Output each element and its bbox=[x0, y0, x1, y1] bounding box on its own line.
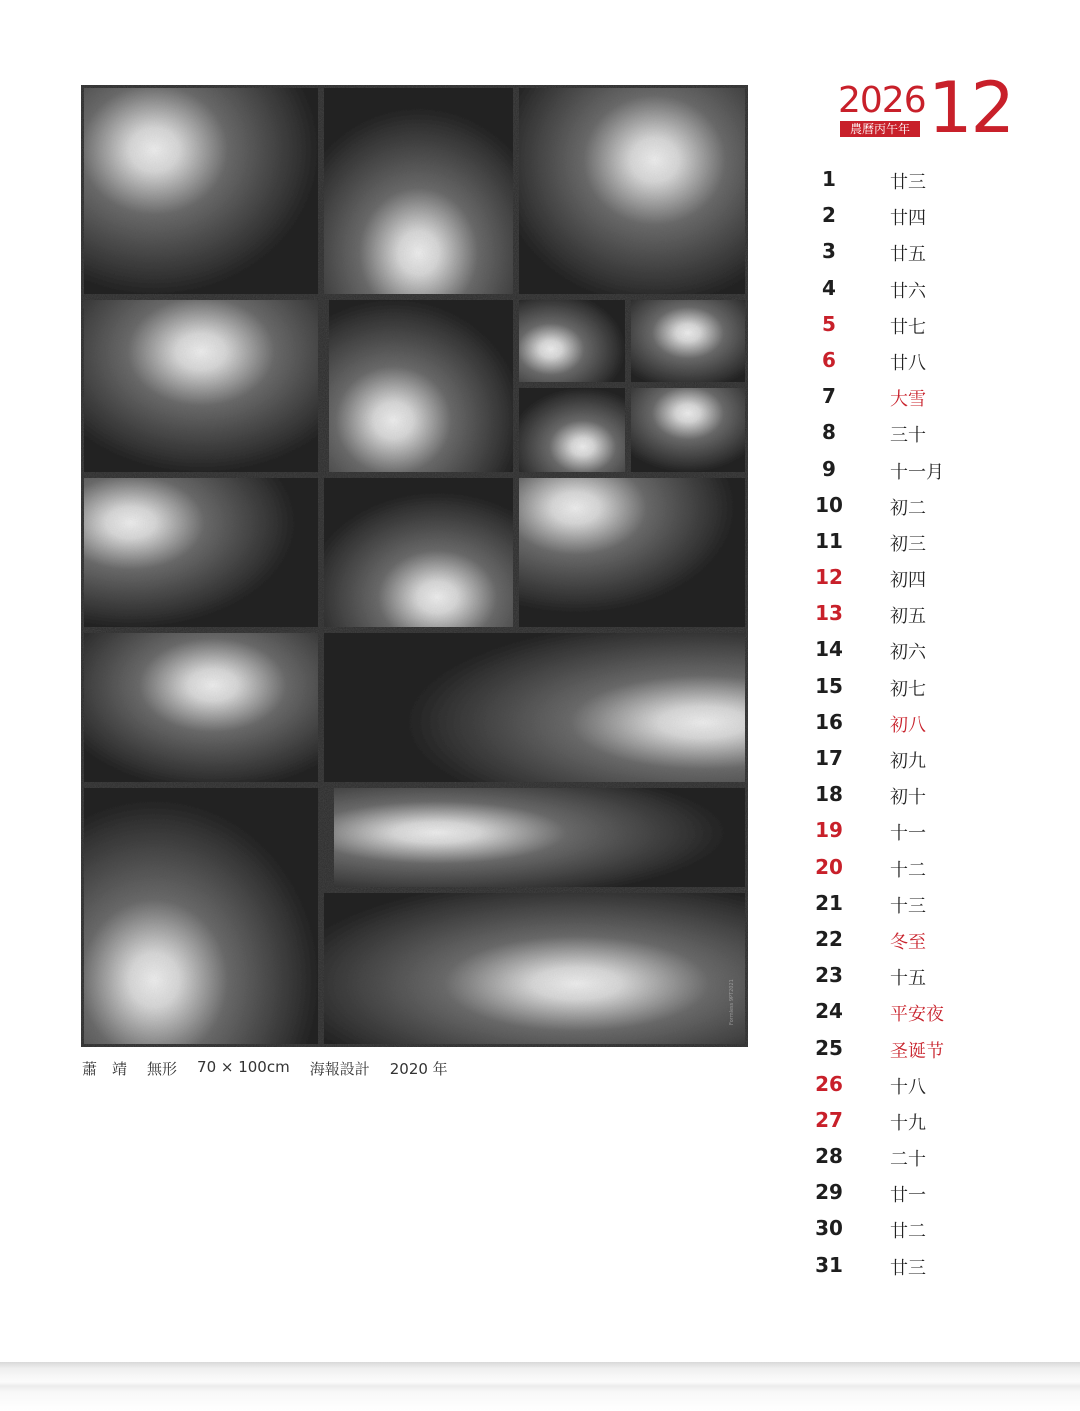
artwork-cell bbox=[329, 300, 513, 472]
day-number: 31 bbox=[815, 1252, 843, 1277]
day-row bbox=[800, 197, 1060, 233]
day-lunar-label: 初十 bbox=[890, 787, 926, 809]
day-number: 15 bbox=[815, 673, 843, 698]
day-lunar-label: 十二 bbox=[890, 859, 926, 881]
day-row bbox=[800, 559, 1060, 595]
day-number: 1 bbox=[822, 167, 836, 191]
day-row bbox=[800, 849, 1060, 885]
day-row bbox=[800, 595, 1060, 631]
day-row bbox=[800, 921, 1060, 957]
artwork-cell bbox=[631, 388, 745, 472]
day-row bbox=[800, 993, 1060, 1029]
day-lunar-label: 初三 bbox=[890, 533, 926, 555]
day-lunar-label: 廿二 bbox=[890, 1221, 926, 1243]
day-lunar-label: 十九 bbox=[890, 1112, 926, 1134]
lunar-year-badge: 農曆丙午年 bbox=[840, 121, 920, 137]
day-lunar-label: 初四 bbox=[890, 570, 926, 592]
day-number: 17 bbox=[815, 746, 843, 770]
day-lunar-label: 十五 bbox=[890, 968, 926, 990]
day-row bbox=[800, 1066, 1060, 1102]
day-row bbox=[800, 306, 1060, 342]
day-number: 13 bbox=[815, 601, 843, 626]
day-number: 30 bbox=[815, 1216, 843, 1241]
day-number: 29 bbox=[815, 1180, 843, 1205]
day-row bbox=[800, 487, 1060, 523]
artwork-cell bbox=[84, 633, 318, 782]
day-row bbox=[800, 523, 1060, 559]
day-number: 27 bbox=[815, 1107, 843, 1132]
poster-credit-text: Formless 9PT2021 bbox=[729, 979, 735, 1025]
day-row bbox=[800, 233, 1060, 269]
day-lunar-label: 初九 bbox=[890, 751, 926, 772]
calendar-month: 12 bbox=[928, 67, 1014, 149]
day-lunar-label: 初五 bbox=[890, 606, 926, 628]
day-lunar-label: 大雪 bbox=[890, 389, 926, 411]
day-row bbox=[800, 451, 1060, 487]
day-row bbox=[800, 342, 1060, 378]
day-row bbox=[800, 631, 1060, 667]
day-lunar-label: 廿三 bbox=[890, 172, 926, 193]
day-number: 7 bbox=[822, 384, 836, 409]
day-number: 21 bbox=[815, 890, 843, 915]
caption-size: 70 × 100cm bbox=[197, 1058, 290, 1076]
artwork-cell bbox=[324, 88, 513, 294]
day-number: 8 bbox=[822, 420, 836, 445]
day-number: 19 bbox=[815, 818, 843, 843]
day-number: 23 bbox=[815, 963, 843, 988]
day-lunar-label: 廿六 bbox=[890, 280, 926, 302]
day-row bbox=[800, 704, 1060, 740]
day-lunar-label: 三十 bbox=[890, 425, 926, 447]
artwork-cell bbox=[334, 788, 745, 887]
day-number: 16 bbox=[815, 709, 843, 734]
artwork-cell bbox=[519, 88, 745, 294]
artwork-cell bbox=[519, 478, 745, 627]
day-number: 3 bbox=[822, 239, 836, 264]
artwork-cell bbox=[84, 478, 318, 627]
day-number: 25 bbox=[815, 1035, 843, 1060]
day-row bbox=[800, 668, 1060, 704]
day-lunar-label: 十一月 bbox=[890, 461, 944, 483]
day-row bbox=[800, 1210, 1060, 1246]
day-number: 12 bbox=[815, 565, 843, 590]
artwork-cell bbox=[84, 788, 318, 1044]
day-lunar-label: 初七 bbox=[890, 678, 926, 700]
day-row bbox=[800, 378, 1060, 414]
day-number: 22 bbox=[815, 926, 843, 951]
caption-title: 無形 bbox=[147, 1060, 178, 1078]
day-row bbox=[800, 1138, 1060, 1174]
calendar-year: 2026 bbox=[838, 80, 926, 121]
day-lunar-label: 平安夜 bbox=[890, 1004, 944, 1026]
day-lunar-label: 廿一 bbox=[890, 1185, 926, 1207]
caption-artist: 蕭 靖 bbox=[82, 1060, 128, 1078]
day-row bbox=[800, 270, 1060, 306]
day-number: 4 bbox=[822, 275, 836, 300]
artwork-caption bbox=[82, 1058, 468, 1082]
day-number: 26 bbox=[815, 1071, 843, 1096]
day-row bbox=[800, 161, 1060, 197]
day-row bbox=[800, 1247, 1060, 1283]
day-lunar-label: 初六 bbox=[890, 642, 926, 664]
artwork-cell bbox=[519, 300, 625, 382]
day-lunar-label: 廿八 bbox=[890, 352, 926, 374]
day-lunar-label: 十一 bbox=[890, 823, 926, 845]
artwork-cell bbox=[84, 300, 318, 472]
day-row bbox=[800, 1102, 1060, 1138]
day-list bbox=[800, 161, 1060, 1283]
day-lunar-label: 初二 bbox=[890, 497, 926, 519]
day-lunar-label: 二十 bbox=[890, 1149, 926, 1171]
day-lunar-label: 廿四 bbox=[890, 208, 926, 230]
day-number: 9 bbox=[822, 456, 836, 481]
artwork-cell bbox=[519, 388, 625, 472]
day-lunar-label: 廿三 bbox=[890, 1257, 926, 1279]
day-number: 14 bbox=[815, 637, 843, 662]
day-row bbox=[800, 414, 1060, 450]
day-number: 11 bbox=[815, 528, 843, 553]
artwork-cell bbox=[631, 300, 745, 382]
day-number: 18 bbox=[815, 782, 843, 807]
artwork-image bbox=[81, 85, 748, 1047]
day-row bbox=[800, 1174, 1060, 1210]
day-number: 28 bbox=[815, 1144, 843, 1169]
artwork-cell bbox=[324, 893, 745, 1044]
caption-year: 2020 年 bbox=[389, 1060, 448, 1078]
day-lunar-label: 圣诞节 bbox=[890, 1040, 944, 1062]
day-row bbox=[800, 776, 1060, 812]
day-number: 5 bbox=[822, 311, 836, 336]
day-number: 2 bbox=[822, 203, 836, 228]
day-lunar-label: 廿七 bbox=[890, 316, 926, 338]
artwork-cell bbox=[84, 88, 318, 294]
day-lunar-label: 初八 bbox=[890, 714, 926, 736]
day-number: 6 bbox=[822, 347, 836, 372]
day-lunar-label: 廿五 bbox=[890, 244, 926, 266]
artwork-cell bbox=[324, 478, 513, 627]
day-row bbox=[800, 812, 1060, 848]
day-lunar-label: 十八 bbox=[890, 1076, 926, 1098]
day-row bbox=[800, 740, 1060, 776]
day-lunar-label: 十三 bbox=[890, 895, 926, 917]
page-bottom-edge bbox=[0, 1362, 1080, 1411]
caption-category: 海報設計 bbox=[309, 1060, 370, 1078]
day-number: 10 bbox=[815, 492, 843, 517]
day-row bbox=[800, 885, 1060, 921]
day-row bbox=[800, 1030, 1060, 1066]
artwork-poster bbox=[81, 85, 748, 1047]
day-number: 24 bbox=[815, 999, 843, 1024]
day-number: 20 bbox=[815, 854, 843, 879]
day-lunar-label: 冬至 bbox=[890, 931, 926, 953]
day-row bbox=[800, 957, 1060, 993]
artwork-cell bbox=[324, 633, 745, 782]
